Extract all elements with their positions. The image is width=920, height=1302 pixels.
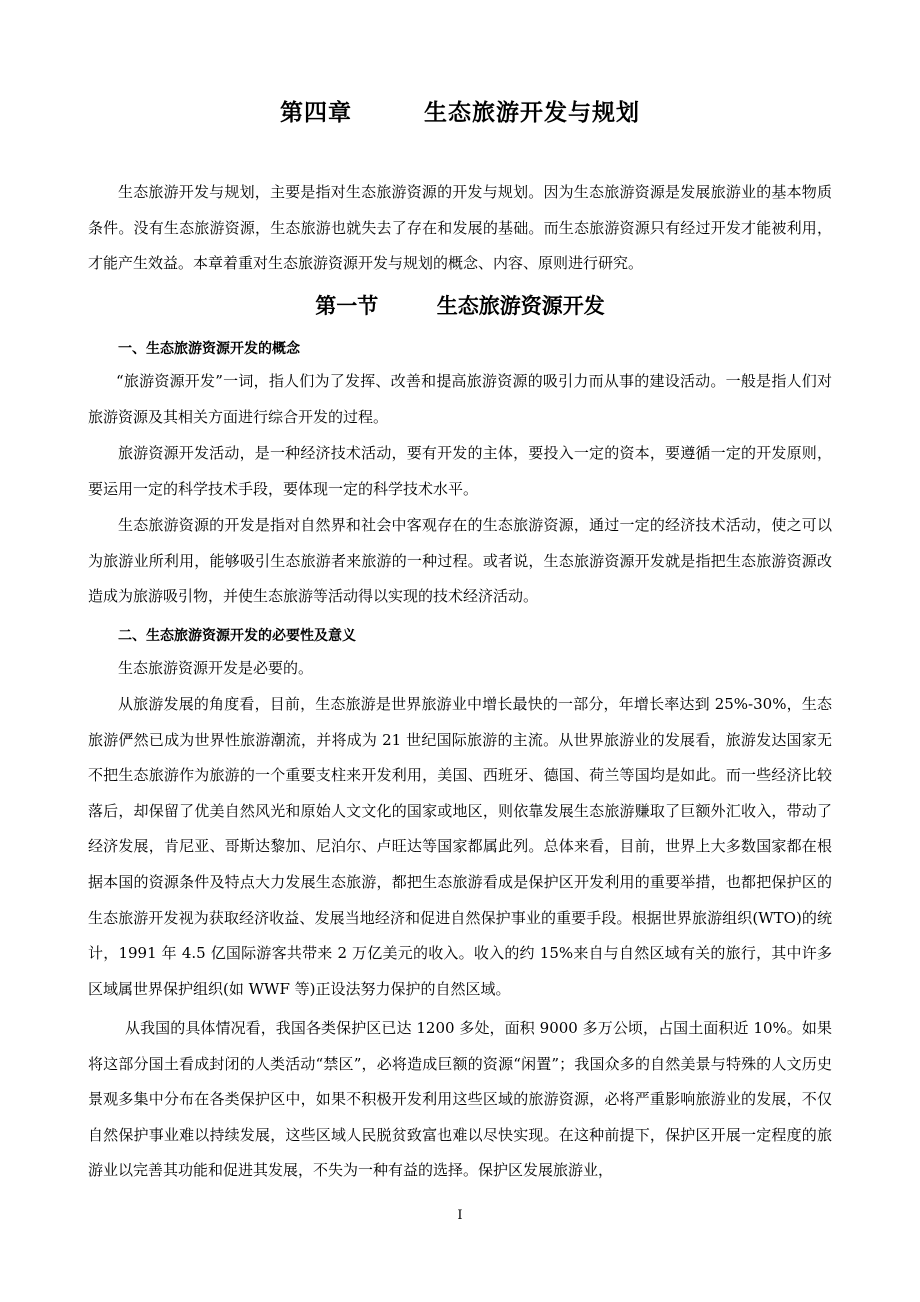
subsection-heading-necessity: 二、生态旅游资源开发的必要性及意义 xyxy=(118,628,356,644)
paragraph: 从我国的具体情况看，我国各类保护区已达 1200 多处，面积 9000 多万公顷，占国土面积近 10%。如果将这部分国土看成封闭的人类活动“禁区”，必将造成巨额的资源“闲置”；我国众多的自然美景与特殊的人文历史景观多集中分布在各类保护区中，如果不积极开发利用这些区域的旅游资源，必将严重影响旅游业的发展，不仅自然保护事业难以持续发展，这些区域人民脱贫致富也难以尽快实现。在这种前提下，保护区开展一定程度的旅游业以完善其功能和促进其发展，不失为一种有益的选择。保护区发展旅游业， xyxy=(88,1019,832,1180)
page-number: I xyxy=(457,1208,463,1223)
chapter-intro-paragraph: 生态旅游开发与规划，主要是指对生态旅游资源的开发与规划。因为生态旅游资源是发展旅游业的基本物质条件。没有生态旅游资源，生态旅游也就失去了存在和发展的基础。而生态旅游资源只有经过开发才能被利用，才能产生效益。本章着重对生态旅游资源开发与规划的概念、内容、原则进行研究。 xyxy=(88,183,832,273)
paragraph: 从旅游发展的角度看，目前，生态旅游是世界旅游业中增长最快的一部分，年增长率达到 25%-30%，生态旅游俨然已成为世界性旅游潮流，并将成为 21 世纪国际旅游的主流。从世界旅游业的发展看，旅游发达国家无不把生态旅游作为旅游的一个重要支柱来开发利用，美国、西班牙、德国、荷兰等国均是如此。而一些经济比较落后，却保留了优美自然风光和原始人文文化的国家或地区，则依靠发展生态旅游赚取了巨额外汇收入，带动了经济发展，肯尼亚、哥斯达黎加、尼泊尔、卢旺达等国家都属此列。总体来看，目前，世界上大多数国家都在根据本国的资源条件及特点大力发展生态旅游，都把生态旅游看成是保护区开发利用的重要举措，也都把保护区的生态旅游开发视为获取经济收益、发展当地经济和促进自然保护事业的重要手段。根据世界旅游组织(WTO)的统计，1991 年 4.5 亿国际游客共带来 2 万亿美元的收入。收入的约 15%来自与自然区域有关的旅行，其中许多区域属世界保护组织(如 WWF 等)正设法努力保护的自然区域。 xyxy=(88,695,832,998)
subsection-heading-concept: 一、生态旅游资源开发的概念 xyxy=(118,341,300,357)
section-title: 第一节 生态旅游资源开发 xyxy=(315,294,605,318)
paragraph: 生态旅游资源的开发是指对自然界和社会中客观存在的生态旅游资源，通过一定的经济技术活动，使之可以为旅游业所利用，能够吸引生态旅游者来旅游的一种过程。或者说，生态旅游资源开发就是指把生态旅游资源改造成为旅游吸引物，并使生态旅游等活动得以实现的技术经济活动。 xyxy=(88,516,832,606)
paragraph: 生态旅游资源开发是必要的。 xyxy=(118,659,314,677)
paragraph: “旅游资源开发”一词，指人们为了发挥、改善和提高旅游资源的吸引力而从事的建设活动。一般是指人们对旅游资源及其相关方面进行综合开发的过程。 xyxy=(88,372,832,426)
chapter-title: 第四章 生态旅游开发与规划 xyxy=(279,100,641,126)
paragraph: 旅游资源开发活动，是一种经济技术活动，要有开发的主体，要投入一定的资本，要遵循一定的开发原则，要运用一定的科学技术手段，要体现一定的科学技术水平。 xyxy=(88,444,832,498)
